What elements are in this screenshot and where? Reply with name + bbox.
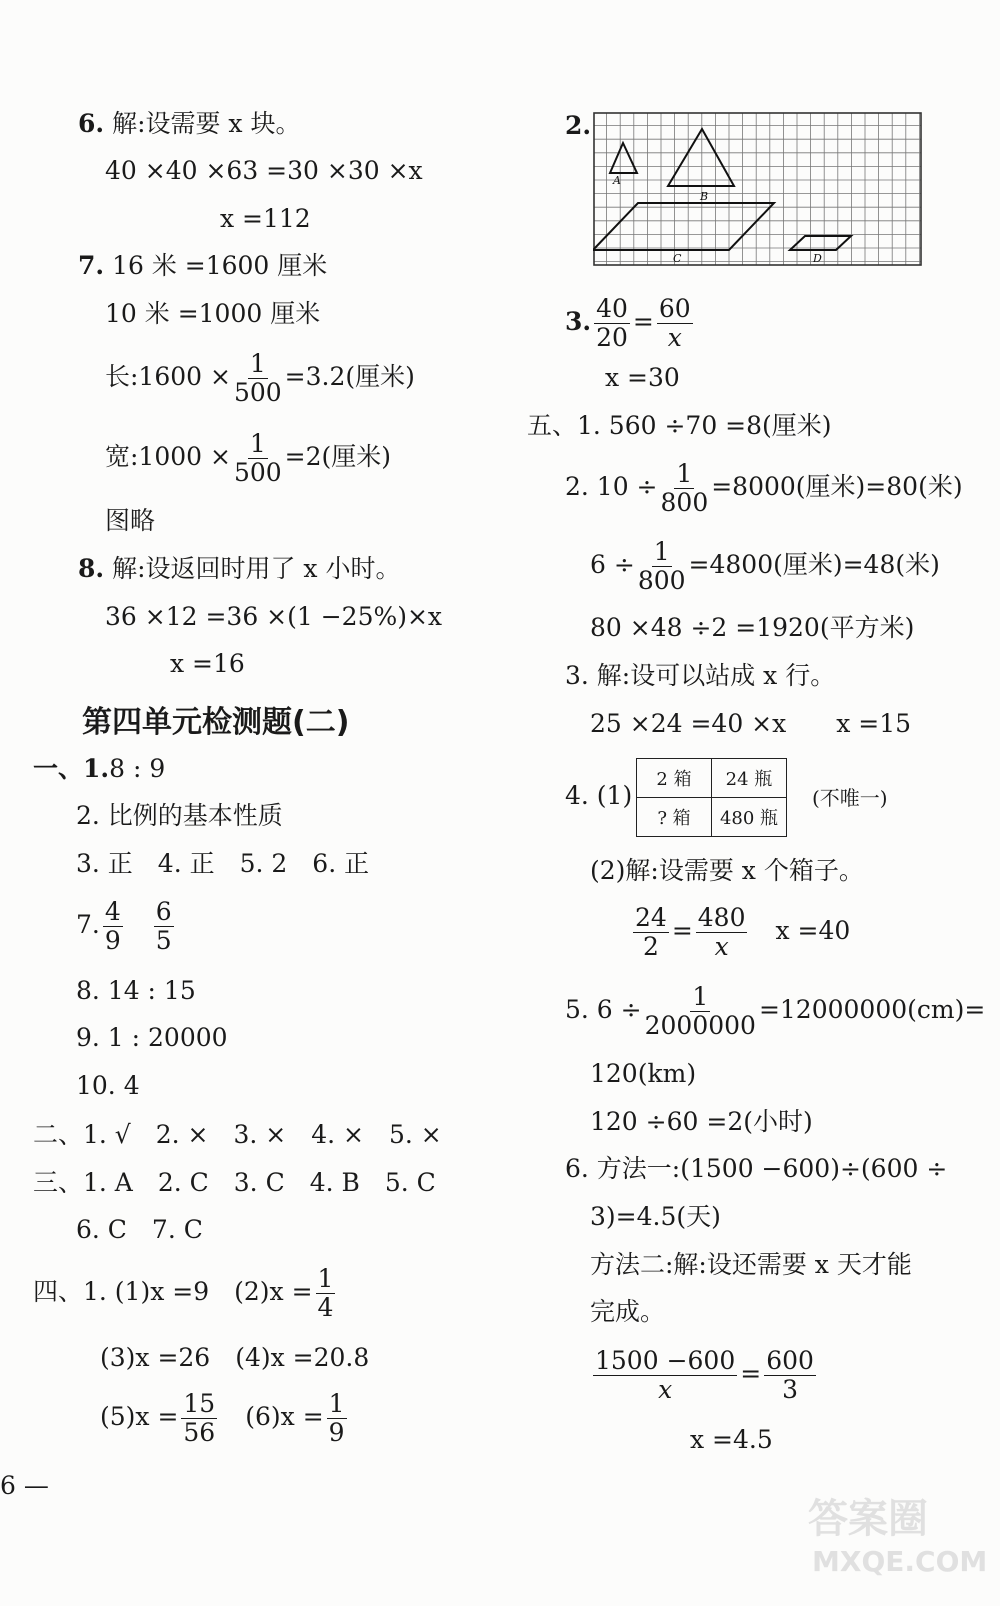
table-note: (不唯一): [812, 786, 888, 810]
s4-line2: (3)x =26 (4)x =20.8: [100, 1343, 370, 1372]
num: 24: [635, 903, 667, 932]
q6-intro: 解:设需要 x 块。: [112, 109, 301, 138]
watermark-logo: 答案圈: [808, 1496, 928, 1542]
s1-line6: 9. 1 : 20000: [76, 1023, 228, 1052]
num: 600: [766, 1346, 814, 1375]
s5-l10b: =12000000(cm)=: [758, 995, 986, 1024]
num: 1: [676, 459, 693, 488]
fraction: [181, 1390, 217, 1447]
num: 1: [249, 349, 266, 378]
num: 60: [658, 294, 691, 323]
table-row: [637, 759, 787, 798]
s5-l10a: 5. 6 ÷: [565, 995, 642, 1024]
s1-l1: 8 : 9: [109, 754, 166, 783]
s5-line-eq: $\frac{1500 -600}{x}$ = $\frac{600}{3}$: [595, 1346, 814, 1404]
s1-line2: 2. 比例的基本性质: [76, 801, 283, 830]
s2-line: 二、1. √ 2. × 3. × 4. × 5. ×: [33, 1120, 442, 1149]
den: x: [714, 932, 729, 961]
den: 4: [317, 1293, 334, 1322]
box-table: [636, 758, 787, 837]
num: 4: [104, 897, 121, 926]
den: 800: [637, 566, 686, 595]
label-a: A: [613, 174, 621, 187]
q7-number: 7.: [78, 251, 105, 280]
q7-l4a: 宽:1000 ×: [105, 442, 231, 471]
fraction: [633, 904, 669, 961]
table-cell: 480 瓶: [712, 798, 787, 837]
triangle-a: [610, 143, 637, 173]
grid-figure: [593, 112, 923, 267]
s5-line13: 6. 方法一:(1500 −600)÷(600 ÷: [565, 1154, 948, 1183]
s5-line16: 完成。: [590, 1297, 666, 1326]
q3-number: 3.: [565, 307, 592, 336]
q3-answer: x =30: [605, 363, 680, 392]
s4-line3: [100, 1390, 350, 1447]
s5-line12: 120 ÷60 =2(小时): [590, 1107, 813, 1136]
den: 800: [660, 488, 709, 517]
fraction: [764, 1347, 816, 1404]
s4-l3b: (6)x =: [245, 1402, 324, 1431]
den: 56: [183, 1418, 216, 1447]
s5-l2b: =8000(厘米)=80(米): [711, 472, 963, 501]
s4-l1a: 四、1. (1)x =9 (2)x =: [33, 1277, 313, 1306]
fraction: [154, 898, 174, 955]
s5-q4-label: 4. (1): [565, 781, 633, 810]
s5-l3b: =4800(厘米)=48(米): [688, 550, 940, 579]
fraction: [234, 350, 282, 407]
q3-line: 3. $\frac{40}{20}$ = $\frac{60}{x}$: [565, 294, 691, 352]
fraction: [657, 295, 693, 352]
table-cell: ? 箱: [637, 798, 712, 837]
s5-line9: $\frac{24}{2}$ = $\frac{480}{x}$ x =40: [635, 903, 851, 961]
s5-line8: (2)解:设需要 x 个箱子。: [590, 856, 864, 885]
q2-number: 2.: [565, 111, 592, 140]
q7-width: [105, 430, 391, 487]
q7-line2: 10 米 =1000 厘米: [105, 299, 321, 328]
num: 1500 −600: [595, 1346, 736, 1375]
s5-line1: 五、1. 560 ÷70 =8(厘米): [527, 411, 832, 440]
label-c: C: [673, 252, 682, 265]
den: 2: [642, 932, 659, 961]
grid-border: [594, 113, 921, 265]
label-b: B: [700, 190, 709, 203]
q8-intro: 解:设返回时用了 x 小时。: [112, 554, 401, 583]
den: 9: [328, 1418, 345, 1447]
q7-length: [105, 350, 415, 407]
s1-line7: 10. 4: [76, 1071, 140, 1100]
table-cell: 2 箱: [637, 759, 712, 798]
page-footer: 6 —: [0, 1471, 49, 1500]
num: 15: [183, 1389, 216, 1418]
fraction: [103, 898, 123, 955]
den: x: [658, 1375, 673, 1404]
triangle-b: [668, 129, 734, 186]
q7-line5: 图略: [105, 506, 156, 535]
s5-line15: 方法二:解:设还需要 x 天才能: [590, 1250, 912, 1279]
den: 5: [155, 926, 172, 955]
den: 500: [233, 458, 282, 487]
s1-label: 一、1.: [33, 754, 110, 783]
section-heading: 第四单元检测题(二): [82, 705, 350, 740]
q7-l4b: =2(厘米): [284, 442, 392, 471]
q8-answer: x =16: [170, 649, 245, 678]
grid-lines: [594, 113, 921, 265]
s5-line14: 3)=4.5(天): [590, 1202, 721, 1231]
q7-l3a: 长:1600 ×: [105, 362, 231, 391]
q8-header: [78, 553, 400, 585]
den: 2000000: [644, 1011, 756, 1040]
fraction: [234, 430, 282, 487]
den: 9: [104, 926, 121, 955]
s3-line1: 三、1. A 2. C 3. C 4. B 5. C: [33, 1168, 436, 1197]
s5-line17: x =4.5: [690, 1425, 773, 1454]
num: 6: [155, 897, 172, 926]
s1-l4a: 7.: [76, 910, 100, 939]
q7-l1: 16 米 =1600 厘米: [112, 251, 328, 280]
table-cell: 24 瓶: [712, 759, 787, 798]
q7-l3b: =3.2(厘米): [284, 362, 415, 391]
num: 1: [328, 1389, 345, 1418]
s1-line1: [33, 753, 165, 785]
s4-l3a: (5)x =: [100, 1402, 179, 1431]
q6-equation: 40 ×40 ×63 =30 ×30 ×x: [105, 156, 423, 185]
s5-line11: 120(km): [590, 1059, 697, 1088]
den: 3: [782, 1375, 798, 1404]
num: 1: [317, 1264, 334, 1293]
s5-l9b: x =40: [775, 916, 851, 945]
s1-line4: [76, 898, 177, 955]
q6-header: [78, 108, 300, 140]
s1-line3: 3. 正 4. 正 5. 2 6. 正: [76, 849, 370, 878]
q8-equation: 36 ×12 =36 ×(1 −25%)×x: [105, 602, 443, 631]
s5-line6: 25 ×24 =40 ×x x =15: [590, 709, 912, 738]
s3-line2: 6. C 7. C: [76, 1215, 203, 1244]
den: 500: [233, 378, 282, 407]
label-d: D: [813, 252, 822, 265]
q7-line1: [78, 250, 327, 282]
table-row: [637, 798, 787, 837]
fraction: [645, 983, 756, 1040]
s5-line4: 80 ×48 ÷2 =1920(平方米): [590, 613, 915, 642]
den: 20: [596, 323, 628, 352]
num: 1: [653, 537, 670, 566]
fraction: [594, 295, 630, 352]
s1-line5: 8. 14 : 15: [76, 976, 196, 1005]
num: 1: [249, 429, 266, 458]
fraction: [661, 460, 709, 517]
s5-line5: 3. 解:设可以站成 x 行。: [565, 661, 836, 690]
den: x: [667, 323, 682, 352]
q6-number: 6.: [78, 109, 105, 138]
s5-line10: [565, 983, 985, 1040]
num: 480: [697, 903, 746, 932]
watermark-url: MXQE.COM: [812, 1545, 988, 1578]
s5-l3a: 6 ÷: [590, 550, 635, 579]
s5-l2a: 2. 10 ÷: [565, 472, 658, 501]
s5-line2: [565, 460, 963, 517]
fraction: [638, 538, 686, 595]
q6-answer: x =112: [220, 204, 311, 233]
fraction: [327, 1390, 347, 1447]
s5-line3: [590, 538, 940, 595]
fraction: [593, 1347, 737, 1404]
fraction: [696, 904, 748, 961]
s4-line1: [33, 1265, 338, 1322]
q8-number: 8.: [78, 554, 105, 583]
num: 1: [692, 982, 709, 1011]
num: 40: [596, 294, 628, 323]
fraction: [316, 1265, 336, 1322]
